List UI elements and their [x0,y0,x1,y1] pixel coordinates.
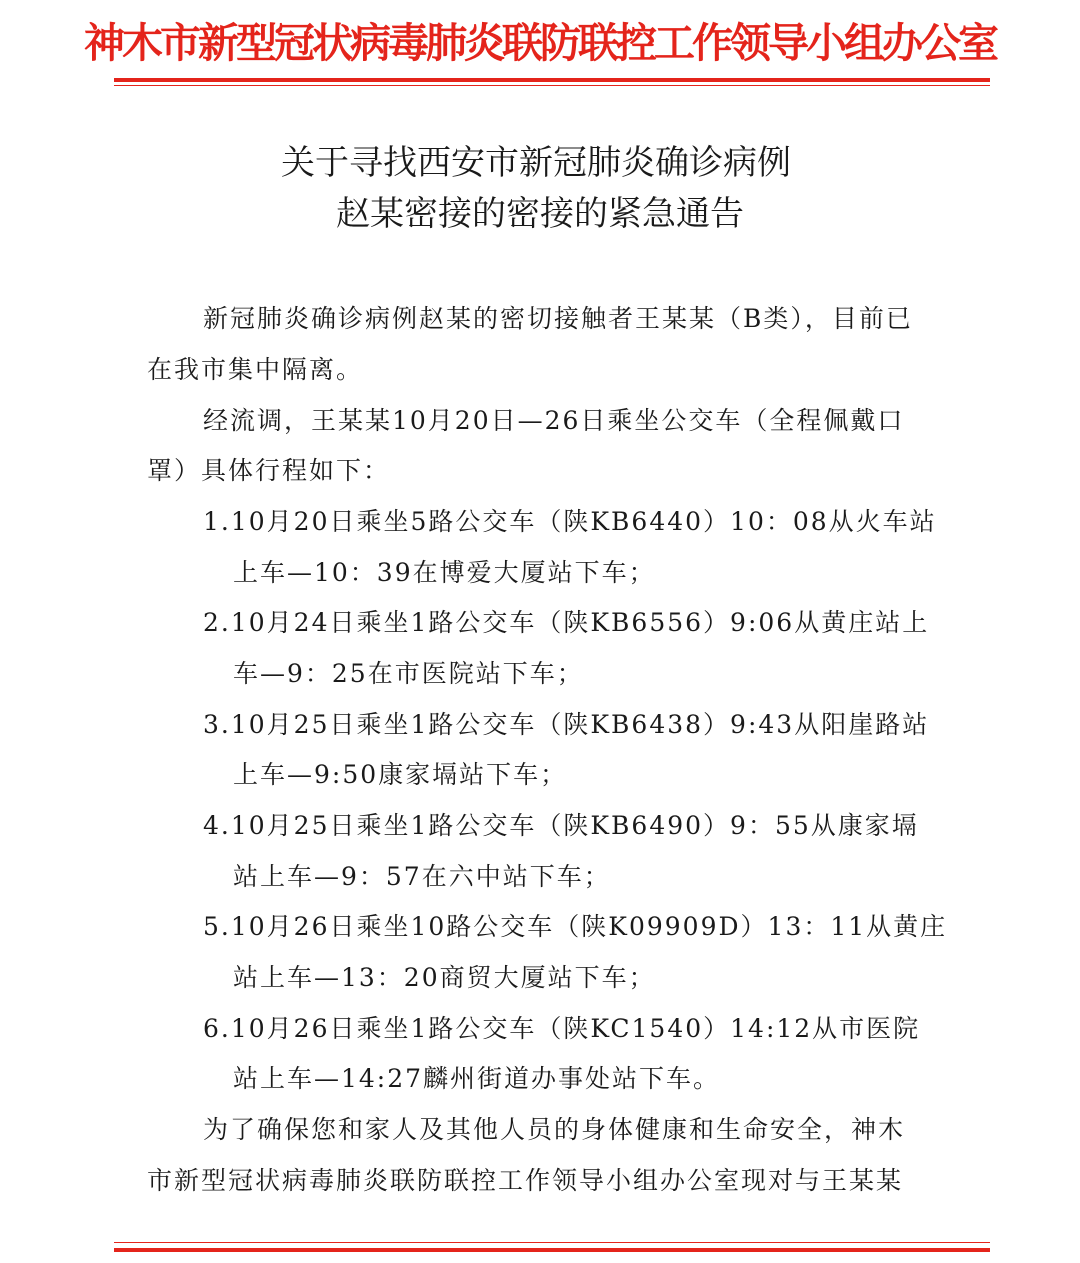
itinerary-5-line-2: 站上车—13：20商贸大厦站下车； [233,963,656,992]
itinerary-4-line-1: 4.10月25日乘坐1路公交车（陕KB6490）9：55从康家塥 [203,811,919,840]
body-line-closing-1: 为了确保您和家人及其他人员的身体健康和生命安全，神木 [203,1115,906,1144]
itinerary-2-line-1: 2.10月24日乘坐1路公交车（陕KB6556）9:06从黄庄站上 [203,608,930,637]
header-rule-thick [114,78,990,82]
itinerary-4-line-2: 站上车—9：57在六中站下车； [233,862,611,891]
body-line-closing-2: 市新型冠状病毒肺炎联防联控工作领导小组办公室现对与王某某 [147,1166,904,1195]
body-line-4: 罩）具体行程如下： [147,456,391,485]
body-line-2: 在我市集中隔离。 [147,355,364,384]
notice-title-line-1: 关于寻找西安市新冠肺炎确诊病例 [281,143,791,183]
header-rule-thin [114,85,990,86]
issuing-office-header: 神木市新型冠状病毒肺炎联防联控工作领导小组办公室 [84,19,996,67]
itinerary-2-line-2: 车—9：25在市医院站下车； [233,659,584,688]
itinerary-5-line-1: 5.10月26日乘坐10路公交车（陕K09909D）13：11从黄庄 [203,912,948,941]
itinerary-3-line-1: 3.10月25日乘坐1路公交车（陕KB6438）9:43从阳崖路站 [203,710,930,739]
footer-rule-thick [114,1248,990,1252]
itinerary-1-line-2: 上车—10：39在博爱大厦站下车； [233,558,656,587]
itinerary-1-line-1: 1.10月20日乘坐5路公交车（陕KB6440）10：08从火车站 [203,507,937,536]
body-line-3: 经流调，王某某10月20日—26日乘坐公交车（全程佩戴口 [203,406,905,435]
body-line-1: 新冠肺炎确诊病例赵某的密切接触者王某某（B类），目前已 [203,304,913,333]
itinerary-6-line-1: 6.10月26日乘坐1路公交车（陕KC1540）14:12从市医院 [203,1014,921,1043]
itinerary-3-line-2: 上车—9:50康家塥站下车； [233,760,568,789]
footer-rule-thin [114,1242,990,1243]
notice-title-line-2: 赵某密接的密接的紧急通告 [336,194,744,234]
itinerary-6-line-2: 站上车—14:27麟州街道办事处站下车。 [233,1064,721,1093]
